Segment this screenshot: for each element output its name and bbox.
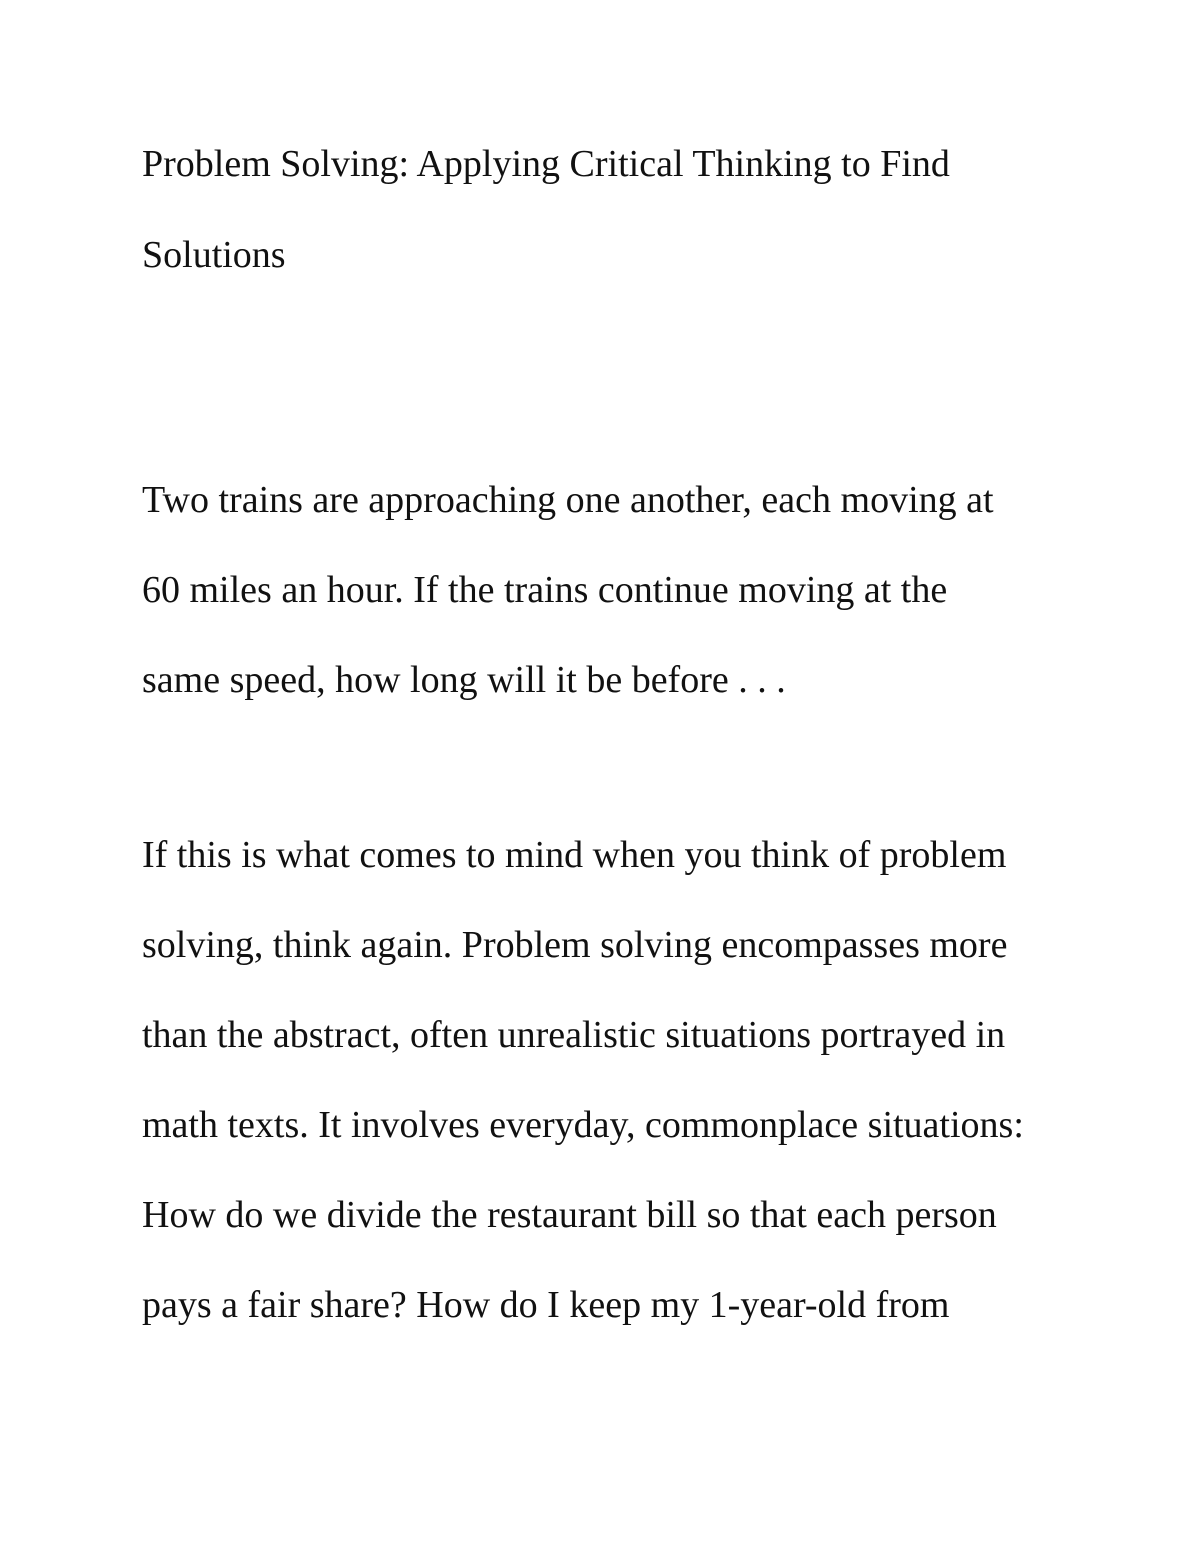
paragraph-line: pays a fair share? How do I keep my 1-year-old from [142,1284,950,1326]
paragraph-line: How do we divide the restaurant bill so that each person [142,1194,997,1236]
paragraph-line: same speed, how long will it be before . . . [142,659,786,701]
paragraph-line: Two trains are approaching one another, each moving at [142,479,994,521]
paragraph-line: 60 miles an hour. If the trains continue moving at the [142,569,948,611]
paragraph-line: solving, think again. Problem solving encompasses more [142,924,1008,966]
paragraph-line: math texts. It involves everyday, commonplace situations: [142,1104,1024,1146]
paragraph-line: If this is what comes to mind when you think of problem [142,834,1007,876]
paragraph-line: than the abstract, often unrealistic situations portrayed in [142,1014,1006,1056]
title-line: Solutions [142,234,286,276]
title-line: Problem Solving: Applying Critical Thinking to Find [142,143,950,185]
